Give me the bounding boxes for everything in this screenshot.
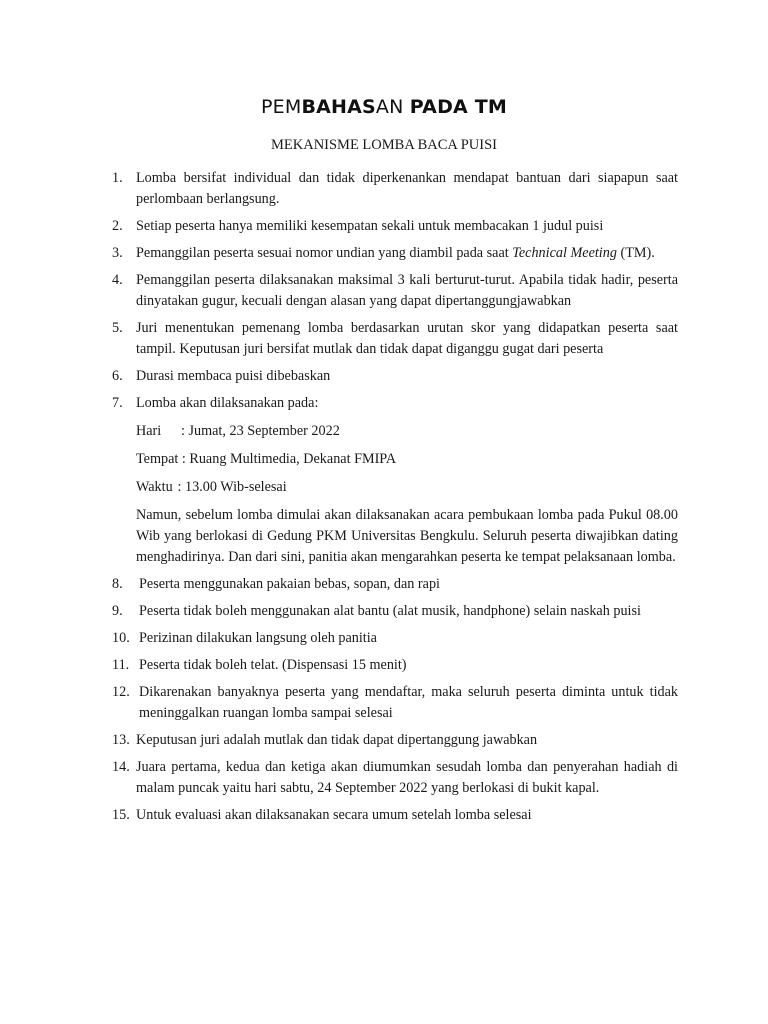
schedule-place: Tempat : Ruang Multimedia, Dekanat FMIPA bbox=[136, 451, 397, 467]
item-text: Juara pertama, kedua dan ketiga akan diumumkan sesudah lomba dan penyerahan hadiah di malam puncak yaitu hari sabtu, 24 September 2022 yang berlokasi di bukit kapal. bbox=[136, 759, 678, 796]
list-item bbox=[112, 393, 678, 568]
list-item bbox=[112, 270, 678, 312]
document-subtitle: MEKANISME LOMBA BACA PUISI bbox=[271, 137, 497, 153]
list-item bbox=[112, 682, 678, 724]
item-text: Lomba akan dilaksanakan pada: bbox=[136, 395, 319, 411]
title-part-1: PEM bbox=[260, 96, 302, 118]
time-label: Waktu bbox=[136, 479, 173, 495]
list-item bbox=[112, 168, 678, 210]
item-number: 9. bbox=[112, 603, 123, 619]
list-item bbox=[112, 318, 678, 360]
item-text: Perizinan dilakukan langsung oleh panitia bbox=[139, 630, 377, 646]
item-number: 5. bbox=[112, 320, 123, 336]
schedule-time bbox=[136, 477, 678, 498]
item-number: 13. bbox=[112, 732, 130, 748]
item-number: 6. bbox=[112, 368, 123, 384]
list-item bbox=[112, 730, 678, 751]
list-item bbox=[112, 574, 678, 595]
item-number: 8. bbox=[112, 576, 123, 592]
item-number: 7. bbox=[112, 395, 123, 411]
item-text: Setiap peserta hanya memiliki kesempatan sekali untuk membacakan 1 judul puisi bbox=[136, 218, 604, 234]
item-text: Keputusan juri adalah mutlak dan tidak dapat dipertanggung jawabkan bbox=[136, 732, 538, 748]
item-text: Pemanggilan peserta dilaksanakan maksimal 3 kali berturut-turut. Apabila tidak hadir, peserta dinyatakan gugur, kecuali dengan alasan yang dapat dipertanggungjawabkan bbox=[136, 272, 678, 309]
title-part-2: BAHAS bbox=[301, 96, 376, 118]
list-item bbox=[112, 805, 678, 826]
item-number: 1. bbox=[112, 170, 123, 186]
rules-list bbox=[112, 168, 678, 832]
list-item bbox=[112, 216, 678, 237]
list-item bbox=[112, 601, 678, 622]
day-value: : Jumat, 23 September 2022 bbox=[181, 423, 340, 439]
item-number: 4. bbox=[112, 272, 123, 288]
list-item bbox=[112, 655, 678, 676]
list-item bbox=[112, 757, 678, 799]
item-text: Peserta tidak boleh menggunakan alat bantu (alat musik, handphone) selain naskah puisi bbox=[139, 603, 641, 619]
item-text bbox=[136, 243, 678, 264]
item-text-part: (TM). bbox=[616, 245, 655, 261]
item-number: 10. bbox=[112, 630, 130, 646]
item-text: Juri menentukan pemenang lomba berdasarkan urutan skor yang didapatkan peserta saat tampil. Keputusan juri bersifat mutlak dan tidak dapat diganggu gugat dari peserta bbox=[136, 320, 678, 357]
document-title bbox=[0, 96, 768, 118]
item-text: Untuk evaluasi akan dilaksanakan secara umum setelah lomba selesai bbox=[136, 807, 532, 823]
opening-note: Namun, sebelum lomba dimulai akan dilaksanakan acara pembukaan lomba pada Pukul 08.00 Wib yang berlokasi di Gedung PKM Universitas Bengkulu. Seluruh peserta diwajibkan dating menghadirinya. Dan dari sini, panitia akan mengarahkan peserta ke tempat pelaksanaan lomba. bbox=[136, 507, 678, 565]
item-text: Durasi membaca puisi dibebaskan bbox=[136, 368, 331, 384]
title-part-3: AN bbox=[375, 96, 410, 118]
item-number: 14. bbox=[112, 759, 130, 775]
item-text-italic: Technical Meeting bbox=[512, 245, 617, 261]
item-number: 11. bbox=[112, 657, 130, 673]
list-item bbox=[112, 366, 678, 387]
item-text: Peserta tidak boleh telat. (Dispensasi 15 menit) bbox=[139, 657, 407, 673]
item-text: Dikarenakan banyaknya peserta yang mendaftar, maka seluruh peserta diminta untuk tidak meninggalkan ruangan lomba sampai selesai bbox=[139, 684, 678, 721]
item-text: Lomba bersifat individual dan tidak diperkenankan mendapat bantuan dari siapapun saat perlombaan berlangsung. bbox=[136, 170, 678, 207]
title-part-4: PADA TM bbox=[409, 96, 508, 118]
item-number: 2. bbox=[112, 218, 123, 234]
item-text: Peserta menggunakan pakaian bebas, sopan, dan rapi bbox=[139, 576, 440, 592]
list-item bbox=[112, 243, 678, 264]
item-number: 3. bbox=[112, 245, 123, 261]
item-number: 15. bbox=[112, 807, 130, 823]
time-value: : 13.00 Wib-selesai bbox=[177, 479, 287, 495]
item-text-part: Pemanggilan peserta sesuai nomor undian yang diambil pada saat bbox=[136, 245, 513, 261]
list-item bbox=[112, 628, 678, 649]
item-number: 12. bbox=[112, 684, 130, 700]
schedule-day bbox=[136, 421, 678, 442]
day-label: Hari bbox=[136, 423, 162, 439]
